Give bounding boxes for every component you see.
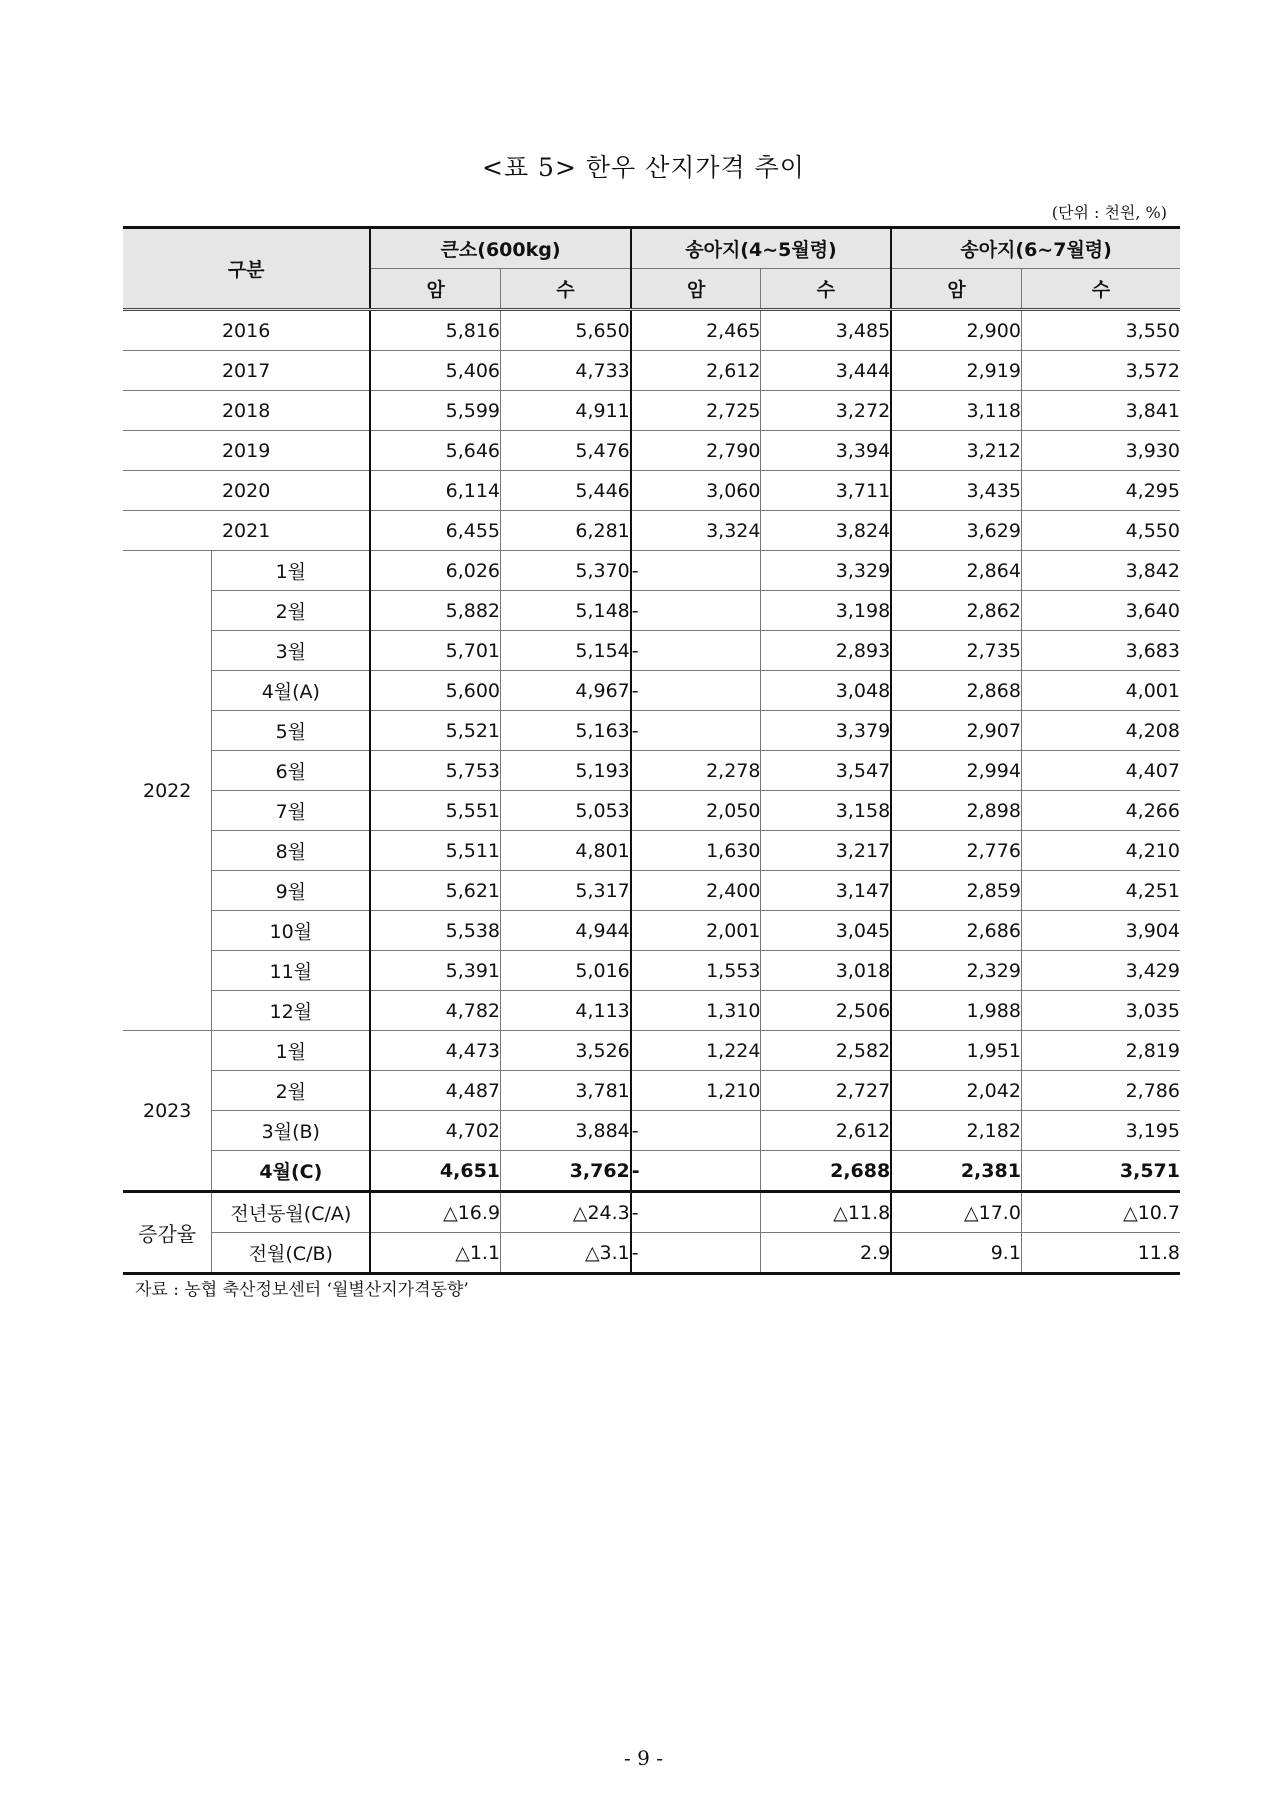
table-cell: 2,790 (631, 431, 761, 471)
table-cell: 5,148 (501, 591, 631, 631)
table-cell: 2,381 (891, 1151, 1021, 1192)
table-cell: △1.1 (370, 1233, 500, 1274)
header-category: 구분 (123, 228, 370, 310)
table-row (123, 511, 1180, 551)
table-cell: 3,018 (761, 951, 891, 991)
table-cell: 11.8 (1021, 1233, 1180, 1274)
row-label: 2017 (123, 351, 370, 391)
table-cell: 3,683 (1021, 631, 1180, 671)
table-cell: 4,473 (370, 1031, 500, 1071)
table-cell: 2,862 (891, 591, 1021, 631)
table-cell: 4,782 (370, 991, 500, 1031)
month-label: 6월 (212, 751, 370, 791)
table-cell: 3,485 (761, 310, 891, 351)
table-cell: 2,329 (891, 951, 1021, 991)
table-cell: 5,621 (370, 871, 500, 911)
table-cell: 4,210 (1021, 831, 1180, 871)
table-cell: 2,686 (891, 911, 1021, 951)
table-cell: - (631, 671, 761, 711)
month-label: 11월 (212, 951, 370, 991)
month-label: 10월 (212, 911, 370, 951)
table-row (123, 1071, 1180, 1111)
month-label: 2월 (212, 591, 370, 631)
table-cell: 3,841 (1021, 391, 1180, 431)
table-cell: 3,198 (761, 591, 891, 631)
row-label: 2020 (123, 471, 370, 511)
table-row (123, 551, 1180, 591)
table-cell: 2,900 (891, 310, 1021, 351)
table-cell: 5,882 (370, 591, 500, 631)
table-row (123, 711, 1180, 751)
table-cell: 2,727 (761, 1071, 891, 1111)
price-table (123, 226, 1180, 1275)
month-label: 1월 (212, 1031, 370, 1071)
table-cell: 4,801 (501, 831, 631, 871)
table-cell: 2,688 (761, 1151, 891, 1192)
table-cell: 5,650 (501, 310, 631, 351)
table-cell: 2,868 (891, 671, 1021, 711)
change-row-label: 전년동월(C/A) (212, 1192, 370, 1233)
table-cell: 3,394 (761, 431, 891, 471)
header-group-calf-6-7: 송아지(6~7월령) (891, 228, 1180, 269)
table-cell: 5,816 (370, 310, 500, 351)
table-cell: 3,629 (891, 511, 1021, 551)
table-row (123, 791, 1180, 831)
table-cell: 5,599 (370, 391, 500, 431)
table-cell: 3,147 (761, 871, 891, 911)
table-cell: 3,824 (761, 511, 891, 551)
table-cell: 3,572 (1021, 351, 1180, 391)
table-cell: △10.7 (1021, 1192, 1180, 1233)
table-cell: - (631, 1233, 761, 1274)
table-cell: 2,400 (631, 871, 761, 911)
table-row (123, 391, 1180, 431)
table-cell: 2,042 (891, 1071, 1021, 1111)
table-cell: 2,506 (761, 991, 891, 1031)
table-cell: 2,919 (891, 351, 1021, 391)
table-row (123, 1031, 1180, 1071)
table-cell: △16.9 (370, 1192, 500, 1233)
month-label: 9월 (212, 871, 370, 911)
table-cell: △17.0 (891, 1192, 1021, 1233)
table-cell: 5,016 (501, 951, 631, 991)
table-cell: 5,646 (370, 431, 500, 471)
table-title: <표 5> 한우 산지가격 추이 (482, 153, 805, 182)
table-cell: 2,735 (891, 631, 1021, 671)
header-sub: 암 (370, 269, 500, 310)
table-cell: 2,864 (891, 551, 1021, 591)
table-row (123, 911, 1180, 951)
table-row (123, 951, 1180, 991)
table-cell: 5,476 (501, 431, 631, 471)
table-cell: 5,600 (370, 671, 500, 711)
table-cell: 1,988 (891, 991, 1021, 1031)
table-cell: 2,776 (891, 831, 1021, 871)
table-cell: - (631, 591, 761, 631)
table-row (123, 1151, 1180, 1192)
change-row-label: 전월(C/B) (212, 1233, 370, 1274)
table-cell: - (631, 1151, 761, 1192)
table-cell: 3,429 (1021, 951, 1180, 991)
table-row (123, 471, 1180, 511)
month-label: 5월 (212, 711, 370, 751)
table-cell: - (631, 1111, 761, 1151)
table-cell: 5,551 (370, 791, 500, 831)
table-cell: 2,001 (631, 911, 761, 951)
table-cell: 4,944 (501, 911, 631, 951)
table-cell: - (631, 711, 761, 751)
row-label: 2016 (123, 310, 370, 351)
source-note: 자료 : 농협 축산정보센터 ‘월별산지가격동향’ (135, 1280, 469, 1300)
table-cell: 6,281 (501, 511, 631, 551)
table-cell: 4,550 (1021, 511, 1180, 551)
table-cell: 4,733 (501, 351, 631, 391)
table-row (123, 1111, 1180, 1151)
table-cell: 5,370 (501, 551, 631, 591)
table-cell: 5,317 (501, 871, 631, 911)
table-row (123, 871, 1180, 911)
row-label: 2019 (123, 431, 370, 471)
table-cell: 3,329 (761, 551, 891, 591)
table-row (123, 310, 1180, 351)
table-cell: - (631, 631, 761, 671)
table-cell: 5,511 (370, 831, 500, 871)
table-cell: 5,446 (501, 471, 631, 511)
table-row (123, 831, 1180, 871)
table-cell: 2,819 (1021, 1031, 1180, 1071)
table-cell: 4,266 (1021, 791, 1180, 831)
table-row (123, 351, 1180, 391)
table-cell: 1,951 (891, 1031, 1021, 1071)
table-cell: 6,455 (370, 511, 500, 551)
table-cell: 2,786 (1021, 1071, 1180, 1111)
month-label: 3월 (212, 631, 370, 671)
table-cell: 3,118 (891, 391, 1021, 431)
month-label: 3월(B) (212, 1111, 370, 1151)
row-label: 2018 (123, 391, 370, 431)
table-cell: 4,001 (1021, 671, 1180, 711)
table-row (123, 631, 1180, 671)
table-cell: 3,212 (891, 431, 1021, 471)
month-label: 1월 (212, 551, 370, 591)
unit-note: (단위 : 천원, %) (1051, 203, 1167, 222)
table-cell: 4,407 (1021, 751, 1180, 791)
table-cell: 1,310 (631, 991, 761, 1031)
month-label: 7월 (212, 791, 370, 831)
table-cell: 3,842 (1021, 551, 1180, 591)
table-cell: △24.3 (501, 1192, 631, 1233)
table-cell: 3,547 (761, 751, 891, 791)
table-cell: 4,113 (501, 991, 631, 1031)
table-cell: 3,045 (761, 911, 891, 951)
table-cell: 5,053 (501, 791, 631, 831)
table-cell: 1,630 (631, 831, 761, 871)
change-rate-label: 증감율 (123, 1192, 212, 1274)
table-cell: 2,893 (761, 631, 891, 671)
table-cell: 2,859 (891, 871, 1021, 911)
table-cell: 2,612 (631, 351, 761, 391)
header-sub: 암 (631, 269, 761, 310)
month-label: 4월(A) (212, 671, 370, 711)
table-cell: 2,725 (631, 391, 761, 431)
table-cell: 3,060 (631, 471, 761, 511)
table-cell: 5,521 (370, 711, 500, 751)
table-cell: 4,487 (370, 1071, 500, 1111)
table-body (123, 310, 1180, 1274)
table-row (123, 1233, 1180, 1274)
table-cell: 1,210 (631, 1071, 761, 1111)
month-label: 2월 (212, 1071, 370, 1111)
row-label: 2021 (123, 511, 370, 551)
header-group-big-cattle: 큰소(600kg) (370, 228, 630, 269)
table-cell: 2,582 (761, 1031, 891, 1071)
table-cell: 1,224 (631, 1031, 761, 1071)
table-cell: 5,753 (370, 751, 500, 791)
table-cell: 5,193 (501, 751, 631, 791)
table-cell: 4,251 (1021, 871, 1180, 911)
table-cell: 3,711 (761, 471, 891, 511)
table-cell: 4,208 (1021, 711, 1180, 751)
table-cell: 2,907 (891, 711, 1021, 751)
table-cell: 3,435 (891, 471, 1021, 511)
table-cell: 3,379 (761, 711, 891, 751)
table-cell: 2.9 (761, 1233, 891, 1274)
table-cell: 4,911 (501, 391, 631, 431)
table-cell: △11.8 (761, 1192, 891, 1233)
table-cell: 3,444 (761, 351, 891, 391)
table-cell: 2,898 (891, 791, 1021, 831)
year-label: 2022 (123, 551, 212, 1031)
table-cell: 4,702 (370, 1111, 500, 1151)
table-cell: 3,158 (761, 791, 891, 831)
header-sub: 수 (1021, 269, 1180, 310)
month-label: 12월 (212, 991, 370, 1031)
table-cell: 1,553 (631, 951, 761, 991)
table-cell: 5,701 (370, 631, 500, 671)
table-cell: 5,538 (370, 911, 500, 951)
table-cell: 4,295 (1021, 471, 1180, 511)
page-number: - 9 - (624, 1746, 663, 1770)
table-cell: 9.1 (891, 1233, 1021, 1274)
table-cell: 3,550 (1021, 310, 1180, 351)
header-group-calf-4-5: 송아지(4~5월령) (631, 228, 891, 269)
table-cell: △3.1 (501, 1233, 631, 1274)
table-cell: 3,762 (501, 1151, 631, 1192)
month-label: 8월 (212, 831, 370, 871)
table-cell: - (631, 1192, 761, 1233)
table-cell: 3,272 (761, 391, 891, 431)
table-cell: 2,465 (631, 310, 761, 351)
table-cell: 3,640 (1021, 591, 1180, 631)
table-row (123, 991, 1180, 1031)
table-cell: 2,050 (631, 791, 761, 831)
header-sub: 수 (501, 269, 631, 310)
header-sub: 수 (761, 269, 891, 310)
table-cell: 6,114 (370, 471, 500, 511)
table-cell: 3,781 (501, 1071, 631, 1111)
table-cell: 3,035 (1021, 991, 1180, 1031)
table-row (123, 671, 1180, 711)
year-label: 2023 (123, 1031, 212, 1192)
table-row (123, 751, 1180, 791)
table-cell: 3,324 (631, 511, 761, 551)
table-row (123, 1192, 1180, 1233)
table-cell: 5,406 (370, 351, 500, 391)
table-cell: 4,967 (501, 671, 631, 711)
table-cell: 5,154 (501, 631, 631, 671)
table-cell: 3,930 (1021, 431, 1180, 471)
table-cell: 2,612 (761, 1111, 891, 1151)
table-cell: 3,571 (1021, 1151, 1180, 1192)
table-cell: 3,195 (1021, 1111, 1180, 1151)
table-cell: 5,391 (370, 951, 500, 991)
table-cell: 3,048 (761, 671, 891, 711)
table-cell: 6,026 (370, 551, 500, 591)
table-cell: 2,994 (891, 751, 1021, 791)
table-cell: 4,651 (370, 1151, 500, 1192)
table-cell: - (631, 551, 761, 591)
table-row (123, 431, 1180, 471)
header-sub: 암 (891, 269, 1021, 310)
table-cell: 2,278 (631, 751, 761, 791)
table-row (123, 591, 1180, 631)
table-cell: 3,217 (761, 831, 891, 871)
table-cell: 3,884 (501, 1111, 631, 1151)
month-label: 4월(C) (212, 1151, 370, 1192)
table-cell: 2,182 (891, 1111, 1021, 1151)
table-cell: 5,163 (501, 711, 631, 751)
table-cell: 3,904 (1021, 911, 1180, 951)
table-cell: 3,526 (501, 1031, 631, 1071)
